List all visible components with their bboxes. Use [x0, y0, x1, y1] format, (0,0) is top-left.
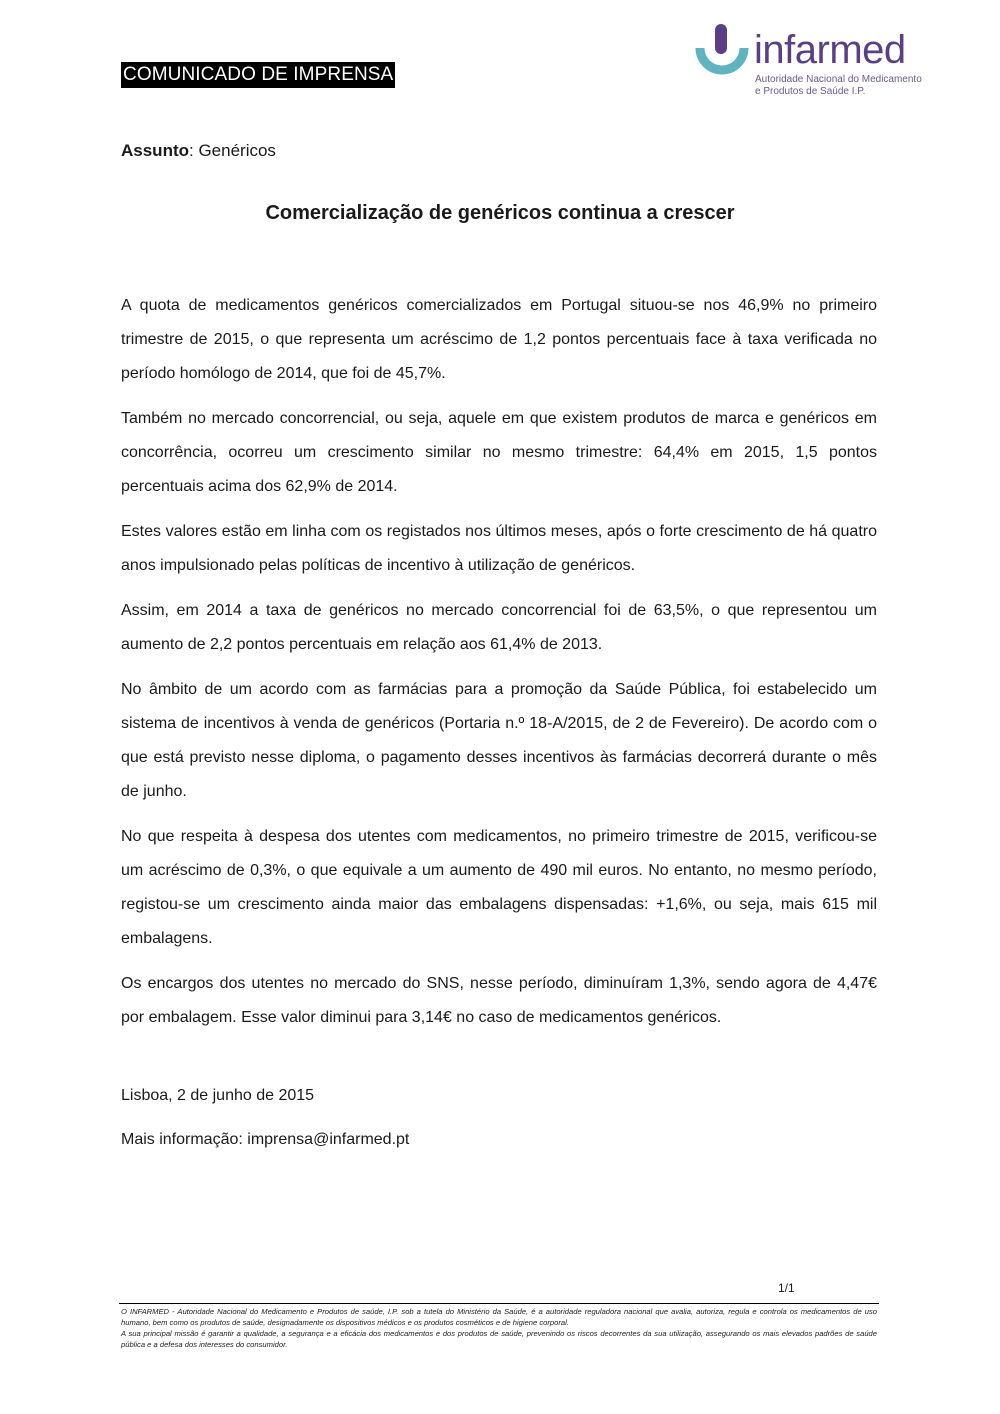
- headline: Comercialização de genéricos continua a crescer: [265, 202, 735, 224]
- press-release-body: [121, 289, 877, 1046]
- subject-label: Assunto: [121, 141, 189, 160]
- footer-divider: [119, 1303, 879, 1304]
- infarmed-logo-icon: [694, 22, 752, 82]
- footer-text-2: A sua principal missão é garantir a qualidade, a segurança e a eficácia dos medicamentos e dos produtos de saúde, prevenindo os riscos decorrentes da sua utilização, assegurando os mais elevados padrões de saúde pública e a defesa dos interesses do consumidor.: [121, 1329, 877, 1349]
- logo-subtitle-line-2: e Produtos de Saúde I.P.: [755, 86, 866, 97]
- document-type-banner: COMUNICADO DE IMPRENSA: [121, 62, 395, 88]
- paragraph: Também no mercado concorrencial, ou seja, aquele em que existem produtos de marca e genéricos em concorrência, ocorreu um crescimento similar no mesmo trimestre: 64,4% em 2015, 1,5 pontos percentuais acima dos 62,9% de 2014.: [121, 410, 877, 495]
- paragraph: Os encargos dos utentes no mercado do SNS, nesse período, diminuíram 1,3%, sendo agora de 4,47€ por embalagem. Esse valor diminui para 3,14€ no caso de medicamentos genéricos.: [121, 975, 877, 1026]
- subject-value: : Genéricos: [189, 141, 276, 160]
- paragraph: Assim, em 2014 a taxa de genéricos no mercado concorrencial foi de 63,5%, o que representou um aumento de 2,2 pontos percentuais em relação aos 61,4% de 2013.: [121, 602, 877, 653]
- footer-text-1: O INFARMED - Autoridade Nacional do Medicamento e Produtos de saúde, I.P. sob a tutela do Ministério da Saúde, é a autoridade reguladora nacional que avalia, autoriza, regula e controla os medicamentos de uso humano, bem como os produtos de saúde, designadamente os dispositivos médicos e os produtos cosméticos e de higiene corporal.: [121, 1307, 877, 1327]
- subject-line: [121, 140, 276, 162]
- paragraph: Estes valores estão em linha com os registados nos últimos meses, após o forte crescimento de há quatro anos impulsionado pelas políticas de incentivo à utilização de genéricos.: [121, 523, 877, 574]
- logo-subtitle-line-1: Autoridade Nacional do Medicamento: [755, 74, 922, 85]
- closing-block: [121, 1084, 409, 1172]
- logo-subtitle: [755, 74, 922, 98]
- paragraph: No que respeita à despesa dos utentes com medicamentos, no primeiro trimestre de 2015, verificou-se um acréscimo de 0,3%, o que equivale a um aumento de 490 mil euros. No entanto, no mesmo período, registou-se um crescimento ainda maior das embalagens dispensadas: +1,6%, ou seja, mais 615 mil embalagens.: [121, 828, 877, 947]
- infarmed-logo: [694, 22, 924, 102]
- paragraph: A quota de medicamentos genéricos comercializados em Portugal situou-se nos 46,9% no primeiro trimestre de 2015, o que representa um acréscimo de 1,2 pontos percentuais face à taxa verificada no período homólogo de 2014, que foi de 45,7%.: [121, 297, 877, 382]
- contact-info: Mais informação: imprensa@infarmed.pt: [121, 1131, 410, 1148]
- logo-wordmark: infarmed: [754, 28, 906, 72]
- paragraph: No âmbito de um acordo com as farmácias para a promoção da Saúde Pública, foi estabelecido um sistema de incentivos à venda de genéricos (Portaria n.º 18-A/2015, de 2 de Fevereiro). De acordo com o que está previsto nesse diploma, o pagamento desses incentivos às farmácias decorrerá durante o mês de junho.: [121, 681, 877, 800]
- place-and-date: Lisboa, 2 de junho de 2015: [121, 1087, 315, 1104]
- page-number: 1/1: [778, 1281, 795, 1295]
- footer-disclaimer: [121, 1306, 877, 1350]
